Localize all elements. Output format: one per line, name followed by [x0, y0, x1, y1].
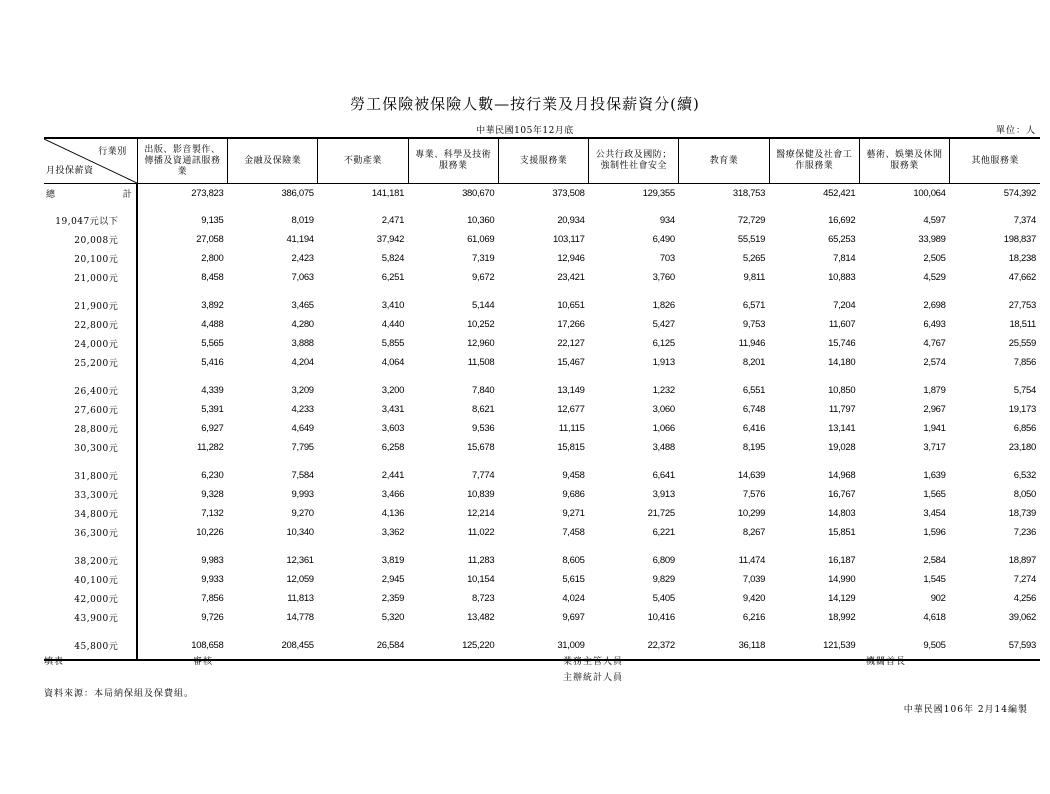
table-cell: 5,855	[381, 338, 405, 349]
table-cell: 8,195	[742, 442, 766, 453]
table-cell: 1,913	[652, 357, 675, 368]
table-cell: 31,009	[498, 627, 588, 660]
table-cell: 13,482	[467, 612, 495, 623]
table-cell: 9,270	[291, 508, 314, 519]
table-cell: 9,536	[472, 423, 495, 434]
table-body	[44, 184, 1040, 661]
table-cell: 3,717	[923, 442, 946, 453]
table-cell: 4,488	[201, 319, 224, 330]
table-cell: 6,258	[381, 442, 405, 453]
table-cell: 2,945	[381, 574, 405, 585]
table-cell: 7,584	[291, 470, 314, 481]
table-cell: 20,934	[557, 215, 585, 226]
total-cell: 129,355	[642, 187, 675, 199]
table-cell: 5,265	[742, 253, 766, 264]
table-cell: 7,840	[472, 385, 495, 396]
table-cell: 27,058	[196, 234, 224, 245]
table-cell: 5,320	[381, 612, 405, 623]
table-row	[44, 504, 1040, 523]
table-cell: 7,458	[562, 527, 585, 538]
table-cell: 6,927	[201, 423, 224, 434]
wage-bracket-label: 27,600元	[44, 400, 137, 419]
table-cell: 7,274	[1013, 574, 1036, 585]
table-cell: 14,639	[737, 470, 766, 481]
table-cell: 9,271	[562, 508, 585, 519]
total-cell: 380,670	[462, 187, 495, 199]
table-cell: 5,615	[562, 574, 585, 585]
table-cell: 22,372	[589, 627, 679, 660]
table-cell: 7,319	[472, 253, 495, 264]
table-cell: 108,658	[137, 627, 227, 660]
table-cell: 5,427	[652, 319, 675, 330]
table-cell: 10,839	[467, 489, 495, 500]
table-cell: 6,125	[652, 338, 675, 349]
table-cell: 7,856	[201, 593, 224, 604]
table-cell: 1,941	[923, 423, 946, 434]
table-row	[44, 589, 1040, 608]
column-header: 公共行政及國防；強制性社會安全	[589, 138, 679, 184]
table-cell: 1,066	[652, 423, 675, 434]
table-cell: 6,416	[742, 423, 766, 434]
table-cell: 4,339	[201, 385, 224, 396]
column-header: 藝術、娛樂及休閒服務業	[859, 138, 949, 184]
table-cell: 11,813	[287, 593, 314, 604]
table-cell: 17,266	[557, 319, 585, 330]
table-cell: 8,723	[472, 593, 495, 604]
total-label-right: 計	[122, 190, 133, 200]
corner-industry-label: 行業別	[98, 147, 127, 157]
total-row	[44, 184, 1040, 203]
column-header: 其他服務業	[950, 138, 1040, 184]
table-cell: 10,226	[196, 527, 224, 538]
footer-reviewer: 審核	[193, 657, 214, 667]
wage-bracket-label: 19,047元以下	[44, 202, 137, 230]
table-cell: 3,603	[381, 423, 405, 434]
table-cell: 2,967	[923, 404, 946, 415]
table-cell: 4,597	[923, 215, 946, 226]
table-cell: 5,416	[201, 357, 224, 368]
header-row	[44, 138, 1040, 184]
table-cell: 11,022	[467, 527, 495, 538]
table-cell: 4,649	[291, 423, 314, 434]
table-cell: 27,753	[1008, 300, 1036, 311]
table-cell: 6,216	[742, 612, 766, 623]
table-cell: 6,809	[652, 555, 675, 566]
table-cell: 8,605	[562, 555, 585, 566]
wage-bracket-label: 33,300元	[44, 485, 137, 504]
table-cell: 3,819	[381, 555, 405, 566]
table-cell: 2,359	[381, 593, 405, 604]
unit-label: 單位：人	[995, 126, 1036, 136]
wage-bracket-label: 22,800元	[44, 315, 137, 334]
table-cell: 934	[659, 215, 675, 226]
table-cell: 23,180	[1008, 442, 1036, 453]
table-cell: 4,233	[291, 404, 314, 415]
table-row	[44, 523, 1040, 542]
total-cell: 452,421	[823, 187, 856, 199]
table-cell: 12,946	[557, 253, 585, 264]
table-cell: 7,576	[742, 489, 766, 500]
table-cell: 5,405	[652, 593, 675, 604]
total-cell: 574,392	[1003, 187, 1036, 199]
table-cell: 11,474	[738, 555, 766, 566]
table-cell: 1,545	[923, 574, 946, 585]
table-cell: 121,539	[769, 627, 859, 660]
table-cell: 4,136	[381, 508, 405, 519]
data-table	[44, 137, 1040, 661]
table-cell: 13,141	[828, 423, 856, 434]
table-cell: 6,221	[652, 527, 675, 538]
table-row	[44, 249, 1040, 268]
table-cell: 9,983	[201, 555, 224, 566]
table-cell: 39,062	[1008, 612, 1036, 623]
table-cell: 57,593	[950, 627, 1040, 660]
table-cell: 9,697	[562, 612, 585, 623]
total-label-left: 總	[46, 189, 56, 200]
table-cell: 15,851	[828, 527, 856, 538]
table-cell: 55,519	[737, 234, 766, 245]
table-cell: 1,639	[923, 470, 946, 481]
table-cell: 14,778	[286, 612, 314, 623]
table-cell: 7,204	[833, 300, 856, 311]
table-cell: 11,607	[828, 319, 856, 330]
table-cell: 9,672	[472, 272, 495, 283]
footer-supervisor: 業務主管人員	[563, 657, 624, 667]
total-cell: 318,753	[732, 187, 766, 199]
table-row	[44, 438, 1040, 457]
wage-bracket-label: 24,000元	[44, 334, 137, 353]
table-cell: 12,059	[286, 574, 314, 585]
table-cell: 8,267	[742, 527, 766, 538]
table-cell: 9,811	[743, 272, 766, 283]
table-cell: 7,063	[291, 272, 314, 283]
wage-bracket-label: 21,000元	[44, 268, 137, 287]
table-cell: 2,505	[923, 253, 946, 264]
table-cell: 125,220	[408, 627, 498, 660]
report-date: 中華民國105年12月底	[476, 126, 574, 136]
table-cell: 15,815	[557, 442, 585, 453]
table-cell: 2,698	[923, 300, 946, 311]
table-cell: 6,532	[1013, 470, 1036, 481]
table-cell: 103,117	[553, 234, 585, 245]
table-cell: 208,455	[228, 627, 318, 660]
table-cell: 11,797	[828, 404, 856, 415]
table-cell: 18,511	[1009, 319, 1036, 330]
table-cell: 7,774	[472, 470, 495, 481]
table-cell: 12,960	[467, 338, 495, 349]
table-cell: 33,989	[918, 234, 946, 245]
table-cell: 10,360	[467, 215, 495, 226]
table-cell: 703	[659, 253, 675, 264]
table-cell: 5,391	[201, 404, 224, 415]
table-row	[44, 570, 1040, 589]
wage-bracket-label: 31,800元	[44, 457, 137, 485]
table-cell: 61,069	[467, 234, 495, 245]
footer-statistician: 主辦統計人員	[563, 673, 624, 683]
table-cell: 4,064	[381, 357, 405, 368]
table-cell: 9,933	[201, 574, 224, 585]
table-cell: 3,760	[652, 272, 675, 283]
table-cell: 16,692	[828, 215, 856, 226]
table-cell: 9,829	[652, 574, 675, 585]
table-cell: 10,416	[647, 612, 675, 623]
table-cell: 11,946	[738, 338, 766, 349]
table-cell: 6,251	[381, 272, 405, 283]
wage-bracket-label: 34,800元	[44, 504, 137, 523]
table-cell: 8,621	[472, 404, 495, 415]
total-cell: 100,064	[913, 187, 946, 199]
table-row	[44, 419, 1040, 438]
table-cell: 6,641	[652, 470, 675, 481]
total-cell: 273,823	[191, 187, 224, 199]
table-cell: 198,837	[1003, 234, 1036, 245]
table-cell: 14,968	[828, 470, 856, 481]
table-row	[44, 268, 1040, 287]
table-cell: 2,584	[923, 555, 946, 566]
table-cell: 10,651	[557, 300, 585, 311]
table-cell: 41,194	[286, 234, 314, 245]
table-cell: 3,431	[381, 404, 405, 415]
table-cell: 72,729	[737, 215, 766, 226]
table-cell: 12,214	[467, 508, 495, 519]
column-header: 教育業	[679, 138, 769, 184]
table-cell: 9,505	[859, 627, 949, 660]
table-cell: 4,280	[291, 319, 314, 330]
table-cell: 37,942	[376, 234, 405, 245]
footer-head: 機關首長	[866, 657, 907, 667]
table-row	[44, 372, 1040, 400]
table-cell: 4,529	[923, 272, 946, 283]
table-cell: 6,856	[1013, 423, 1036, 434]
table-cell: 14,990	[828, 574, 856, 585]
footer-filler: 填表	[44, 657, 65, 667]
table-cell: 6,490	[652, 234, 675, 245]
table-cell: 47,662	[1008, 272, 1036, 283]
wage-bracket-label: 36,300元	[44, 523, 137, 542]
table-cell: 19,173	[1008, 404, 1036, 415]
table-cell: 3,913	[652, 489, 675, 500]
table-cell: 9,686	[562, 489, 585, 500]
table-cell: 9,328	[201, 489, 224, 500]
table-cell: 7,132	[201, 508, 224, 519]
table-cell: 1,565	[923, 489, 946, 500]
table-cell: 9,135	[201, 215, 224, 226]
table-cell: 6,748	[742, 404, 766, 415]
wage-bracket-label: 20,008元	[44, 230, 137, 249]
table-cell: 65,253	[828, 234, 856, 245]
table-cell: 4,204	[291, 357, 314, 368]
table-cell: 1,232	[652, 385, 675, 396]
table-row	[44, 202, 1040, 230]
table-row	[44, 457, 1040, 485]
table-cell: 10,340	[286, 527, 314, 538]
table-cell: 25,559	[1008, 338, 1036, 349]
table-cell: 18,238	[1008, 253, 1036, 264]
table-cell: 13,149	[557, 385, 585, 396]
wage-bracket-label: 25,200元	[44, 353, 137, 372]
wage-bracket-label: 21,900元	[44, 287, 137, 315]
table-row	[44, 485, 1040, 504]
table-cell: 9,753	[742, 319, 766, 330]
wage-bracket-label: 20,100元	[44, 249, 137, 268]
table-cell: 9,458	[562, 470, 585, 481]
table-cell: 7,039	[742, 574, 766, 585]
table-row	[44, 542, 1040, 570]
table-cell: 3,888	[291, 338, 314, 349]
table-cell: 36,118	[679, 627, 769, 660]
column-header: 支援服務業	[498, 138, 588, 184]
table-cell: 4,767	[923, 338, 946, 349]
compiled-date: 中華民國106年 2月14編製	[903, 705, 1028, 715]
table-cell: 3,410	[381, 300, 405, 311]
table-cell: 8,019	[291, 215, 314, 226]
table-row	[44, 353, 1040, 372]
wage-bracket-label: 38,200元	[44, 542, 137, 570]
table-cell: 7,856	[1013, 357, 1036, 368]
table-cell: 3,465	[291, 300, 314, 311]
table-cell: 10,299	[737, 508, 766, 519]
table-cell: 4,024	[562, 593, 585, 604]
table-cell: 6,230	[201, 470, 224, 481]
total-cell: 386,075	[281, 187, 314, 199]
table-cell: 16,767	[828, 489, 856, 500]
wage-bracket-label: 30,300元	[44, 438, 137, 457]
table-cell: 7,374	[1013, 215, 1036, 226]
table-cell: 3,060	[652, 404, 675, 415]
table-cell: 14,129	[828, 593, 856, 604]
table-cell: 10,154	[467, 574, 495, 585]
table-cell: 10,252	[467, 319, 495, 330]
table-cell: 3,454	[923, 508, 946, 519]
table-cell: 16,187	[828, 555, 856, 566]
wage-bracket-label: 42,000元	[44, 589, 137, 608]
table-cell: 2,574	[923, 357, 946, 368]
table-cell: 26,584	[318, 627, 408, 660]
table-cell: 1,596	[923, 527, 946, 538]
total-cell: 141,181	[371, 187, 405, 199]
column-header: 醫療保健及社會工作服務業	[769, 138, 859, 184]
table-cell: 18,992	[828, 612, 856, 623]
table-cell: 18,739	[1008, 508, 1036, 519]
column-header: 出版、影音製作、傳播及資通訊服務業	[137, 138, 227, 184]
table-cell: 15,678	[467, 442, 495, 453]
table-cell: 10,850	[828, 385, 856, 396]
table-cell: 5,754	[1013, 385, 1036, 396]
table-cell: 2,471	[381, 215, 405, 226]
table-cell: 9,420	[742, 593, 766, 604]
table-cell: 1,879	[923, 385, 946, 396]
table-cell: 22,127	[557, 338, 585, 349]
wage-bracket-label: 28,800元	[44, 419, 137, 438]
table-row	[44, 334, 1040, 353]
table-cell: 2,800	[201, 253, 224, 264]
total-label	[44, 184, 137, 203]
table-cell: 6,493	[923, 319, 946, 330]
table-cell: 9,726	[201, 612, 224, 623]
table-cell: 3,362	[381, 527, 405, 538]
table-cell: 11,508	[467, 357, 495, 368]
table-cell: 11,115	[558, 423, 585, 434]
table-cell: 18,897	[1008, 555, 1036, 566]
corner-wage-label: 月投保薪資	[46, 166, 94, 176]
table-cell: 902	[930, 593, 946, 604]
wage-bracket-label: 40,100元	[44, 570, 137, 589]
column-header: 不動產業	[318, 138, 408, 184]
table-cell: 5,565	[201, 338, 224, 349]
table-cell: 12,677	[557, 404, 585, 415]
table-cell: 4,256	[1013, 593, 1036, 604]
table-cell: 10,883	[828, 272, 856, 283]
table-cell: 7,236	[1013, 527, 1036, 538]
table-cell: 2,423	[291, 253, 314, 264]
table-cell: 15,746	[828, 338, 856, 349]
data-source-note: 資料來源：本局納保組及保費組。	[44, 689, 195, 699]
table-cell: 3,200	[381, 385, 405, 396]
table-cell: 8,201	[742, 357, 766, 368]
table-cell: 19,028	[828, 442, 856, 453]
table-cell: 3,466	[381, 489, 405, 500]
table-cell: 14,803	[828, 508, 856, 519]
table-cell: 3,209	[291, 385, 314, 396]
column-header: 金融及保險業	[228, 138, 318, 184]
table-cell: 5,824	[381, 253, 405, 264]
table-cell: 9,993	[291, 489, 314, 500]
table-cell: 7,814	[833, 253, 856, 264]
table-cell: 21,725	[647, 508, 675, 519]
table-cell: 1,826	[652, 300, 675, 311]
table-cell: 11,283	[467, 555, 495, 566]
table-cell: 2,441	[381, 470, 405, 481]
table-cell: 4,440	[381, 319, 405, 330]
table-cell: 8,458	[201, 272, 224, 283]
table-row	[44, 400, 1040, 419]
corner-header	[44, 138, 137, 184]
table-cell: 15,467	[557, 357, 585, 368]
table-cell: 5,144	[472, 300, 495, 311]
wage-bracket-label: 26,400元	[44, 372, 137, 400]
table-cell: 6,551	[742, 385, 766, 396]
table-cell: 7,795	[291, 442, 314, 453]
table-cell: 14,180	[828, 357, 856, 368]
table-row	[44, 230, 1040, 249]
table-cell: 11,282	[196, 442, 224, 453]
table-row	[44, 315, 1040, 334]
wage-bracket-label: 43,900元	[44, 608, 137, 627]
total-cell: 373,508	[552, 187, 585, 199]
table-cell: 3,892	[201, 300, 224, 311]
column-header: 專業、科學及技術服務業	[408, 138, 498, 184]
table-cell: 8,050	[1013, 489, 1036, 500]
table-row	[44, 287, 1040, 315]
table-cell: 12,361	[286, 555, 314, 566]
wage-bracket-label: 45,800元	[44, 627, 137, 660]
table-cell: 4,618	[923, 612, 946, 623]
table-cell: 3,488	[652, 442, 675, 453]
table-cell: 6,571	[742, 300, 766, 311]
table-row	[44, 608, 1040, 627]
report-title: 勞工保險被保險人數—按行業及月投保薪資分(續)	[350, 95, 700, 113]
table-cell: 23,421	[557, 272, 585, 283]
